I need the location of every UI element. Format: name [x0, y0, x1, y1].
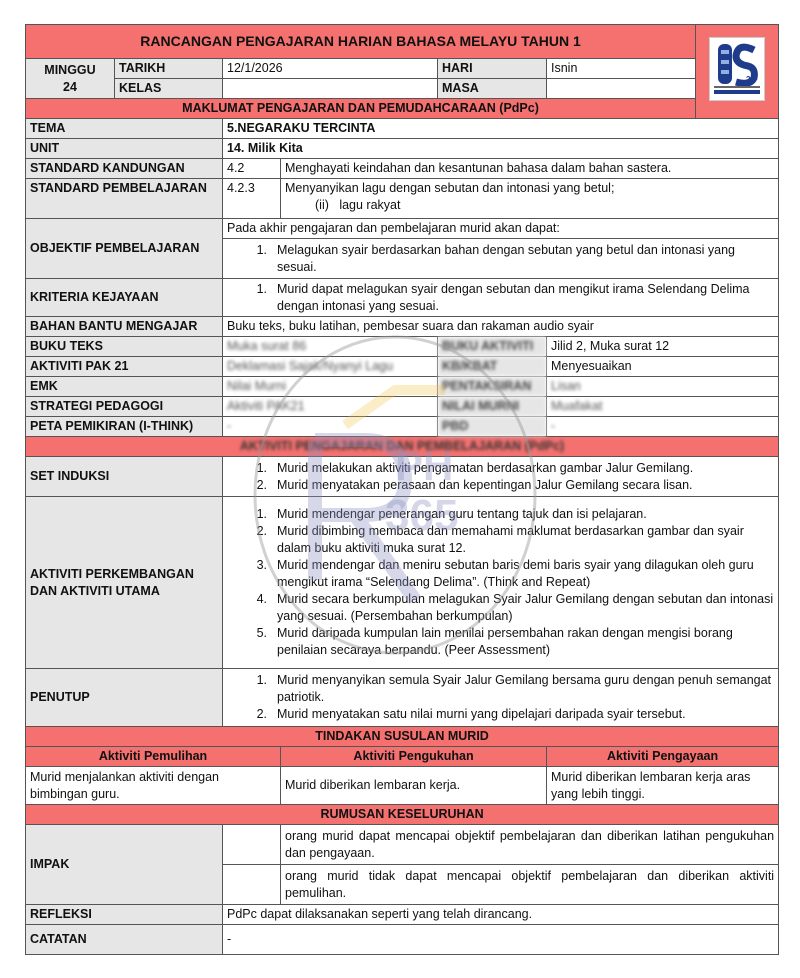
list-item-number: 1. [256, 242, 267, 257]
list-item-number: 1. [256, 673, 267, 687]
strategi-label: STRATEGI PEDAGOGI [26, 397, 223, 417]
impak-count-1[interactable] [223, 825, 281, 865]
rumusan-section-title: RUMUSAN KESELURUHAN [26, 805, 779, 825]
objektif-list-cell [223, 239, 779, 279]
objektif-list [223, 242, 774, 276]
list-item-number: 5. [256, 626, 267, 640]
peta-value: - [223, 417, 438, 437]
sk-label: STANDARD KANDUNGAN [26, 159, 223, 179]
list-item-text: Murid dibimbing membaca dan memahami maklumat berdasarkan gambar dan syair dalam buku aktiviti muka surat 12. [277, 524, 744, 555]
pengayaan-text: Murid diberikan lembaran kerja aras yang lebih tinggi. [547, 767, 779, 805]
strategi-value: Aktiviti PAK21 [223, 397, 438, 417]
list-item-number: 2. [256, 707, 267, 721]
list-item-text: Murid melakukan aktiviti pengamatan berdasarkan gambar Jalur Gemilang. [277, 460, 694, 475]
sp-cell [281, 179, 779, 219]
set-induksi-cell [223, 457, 779, 497]
sk-code: 4.2 [223, 159, 281, 179]
pemulihan-heading: Aktiviti Pemulihan [26, 747, 281, 767]
hari-value[interactable]: Isnin [547, 59, 696, 79]
list-item-text: Murid daripada kumpulan lain menilai persembahan rakan dengan mengisi borang penilaian secaraya berpandu. (Peer Assessment) [277, 626, 733, 657]
emk-label: EMK [26, 377, 223, 397]
list-item-text: Murid menyatakan perasaan dan kepentingan Jalur Gemilang secara lisan. [277, 477, 693, 492]
impak-text-1: orang murid dapat mencapai objektif pembelajaran dan diberikan latihan pengukuhan dan pengayaan. [281, 825, 779, 865]
refleksi-label: REFLEKSI [26, 905, 223, 925]
pentaksiran-value: Lisan [547, 377, 779, 397]
pemulihan-text: Murid menjalankan aktiviti dengan bimbingan guru. [26, 767, 281, 805]
penutup-label: PENUTUP [26, 669, 223, 727]
pak21-label: AKTIVITI PAK 21 [26, 357, 223, 377]
minggu-cell [26, 59, 115, 99]
refleksi-value: PdPc dapat dilaksanakan seperti yang telah dirancang. [223, 905, 779, 925]
document-title: RANCANGAN PENGAJARAN HARIAN BAHASA MELAYU TAHUN 1 [26, 25, 696, 59]
list-item [223, 625, 774, 659]
sk-text: Menghayati keindahan dan kesantunan bahasa dalam bahan sastera. [281, 159, 779, 179]
emk-value: Nilai Murni [223, 377, 438, 397]
list-item-text: Murid mendengar penerangan guru tentang tajuk dan isi pelajaran. [277, 507, 647, 521]
set-induksi-list [223, 460, 774, 494]
pentaksiran-label: PENTAKSIRAN [438, 377, 547, 397]
tindakan-section-title: TINDAKAN SUSULAN MURID [26, 727, 779, 747]
logo-number: 25 [746, 75, 755, 84]
pak21-value: Deklamasi Sajak/Nyanyi Lagu [223, 357, 438, 377]
bbm-label: BAHAN BANTU MENGAJAR [26, 317, 223, 337]
list-item-number: 2. [256, 524, 267, 538]
masa-value[interactable] [547, 79, 696, 99]
list-item [223, 672, 774, 706]
tarikh-value[interactable]: 12/1/2026 [223, 59, 438, 79]
list-item-number: 1. [256, 460, 267, 475]
perkembangan-cell [223, 497, 779, 669]
list-item-number: 1. [256, 507, 267, 521]
pbd-value: - [547, 417, 779, 437]
list-item-number: 1. [256, 281, 267, 296]
buku-teks-label: BUKU TEKS [26, 337, 223, 357]
svg-text:PH: PH [395, 442, 454, 489]
list-item-number: 3. [256, 558, 267, 572]
rph-document [25, 24, 778, 955]
maklumat-section-title: MAKLUMAT PENGAJARAN DAN PEMUDAHCARAAN (PdPc) [26, 99, 696, 119]
svg-text:365: 365 [385, 491, 459, 540]
tarikh-label: TARIKH [115, 59, 223, 79]
list-item-text: Murid dapat melagukan syair dengan sebutan dan mengikut irama Selendang Delima dengan intonasi yang sesuai. [277, 281, 750, 313]
impak-count-2[interactable] [223, 865, 281, 905]
objektif-intro: Pada akhir pengajaran dan pembelajaran murid akan dapat: [223, 219, 779, 239]
sp-sub-num: (ii) [315, 198, 329, 212]
kbkbat-label: KB/KBAT [438, 357, 547, 377]
rph-table [25, 24, 779, 955]
pbd-label: PBD [438, 417, 547, 437]
kriteria-list [223, 281, 774, 315]
objektif-label: OBJEKTIF PEMBELAJARAN [26, 219, 223, 279]
list-item [223, 706, 774, 723]
list-item [223, 477, 774, 494]
list-item-number: 4. [256, 592, 267, 606]
list-item [223, 557, 774, 591]
list-item [223, 506, 774, 523]
buku-aktiviti-value: Jilid 2, Muka surat 12 [547, 337, 779, 357]
catatan-label: CATATAN [26, 925, 223, 955]
kelas-label: KELAS [115, 79, 223, 99]
list-item [223, 523, 774, 557]
hari-label: HARI [438, 59, 547, 79]
sp-text: Menyanyikan lagu dengan sebutan dan intonasi yang betul; [285, 181, 615, 195]
kriteria-label: KRITERIA KEJAYAAN [26, 279, 223, 317]
pengukuhan-heading: Aktiviti Pengukuhan [281, 747, 547, 767]
penutup-list [223, 672, 774, 723]
buku-teks-value: Muka surat 86 [223, 337, 438, 357]
minggu-value: 24 [63, 79, 77, 94]
masa-label: MASA [438, 79, 547, 99]
sp-sub [285, 197, 774, 214]
bbm-value: Buku teks, buku latihan, pembesar suara dan rakaman audio syair [223, 317, 779, 337]
list-item-text: Melagukan syair berdasarkan bahan dengan sebutan yang betul dan intonasi yang sesuai. [277, 242, 735, 274]
minggu-label: MINGGU [44, 62, 96, 77]
unit-label: UNIT [26, 139, 223, 159]
list-item-text: Murid menyanyikan semula Syair Jalur Gemilang bersama guru dengan penuh semangat patriotik. [277, 673, 772, 704]
pengayaan-heading: Aktiviti Pengayaan [547, 747, 779, 767]
impak-text-2: orang murid tidak dapat mencapai objektif pembelajaran dan diberikan aktiviti pemulihan. [281, 865, 779, 905]
perkembangan-label: AKTIVITI PERKEMBANGAN DAN AKTIVITI UTAMA [26, 497, 223, 669]
pengukuhan-text: Murid diberikan lembaran kerja. [281, 767, 547, 805]
kbkbat-value: Menyesuaikan [547, 357, 779, 377]
tema-label: TEMA [26, 119, 223, 139]
sp-sub-text: lagu rakyat [339, 198, 401, 212]
list-item-text: Murid mendengar dan meniru sebutan baris demi baris syair yang dilagukan oleh guru mengikut irama “Selendang Delima”. (Think and Repeat) [277, 558, 754, 589]
aktiviti-section-title: AKTIVITI PENGAJARAN DAN PEMBELAJARAN (PdPc) [26, 437, 779, 457]
sp-code: 4.2.3 [223, 179, 281, 219]
list-item [223, 242, 774, 276]
buku-aktiviti-label: BUKU AKTIVITI [438, 337, 547, 357]
perkembangan-list [223, 506, 774, 659]
list-item-text: Murid menyatakan satu nilai murni yang dipelajari daripada syair tersebut. [277, 707, 686, 721]
list-item [223, 591, 774, 625]
nilai-murni-label: NILAI MURNI [438, 397, 547, 417]
penutup-cell [223, 669, 779, 727]
list-item [223, 281, 774, 315]
set-induksi-label: SET INDUKSI [26, 457, 223, 497]
unit-value: 14. Milik Kita [223, 139, 779, 159]
list-item-number: 2. [256, 477, 267, 492]
school-logo-icon [709, 37, 765, 101]
sp-label: STANDARD PEMBELAJARAN [26, 179, 223, 219]
list-item [223, 460, 774, 477]
impak-label: IMPAK [26, 825, 223, 905]
kelas-value[interactable] [223, 79, 438, 99]
peta-label: PETA PEMIKIRAN (I-THINK) [26, 417, 223, 437]
logo-cell [696, 25, 779, 119]
tema-value: 5.NEGARAKU TERCINTA [223, 119, 779, 139]
catatan-value: - [223, 925, 779, 955]
list-item-text: Murid secara berkumpulan melagukan Syair Jalur Gemilang dengan sebutan dan intonasi yang sesuai. (Persembahan berkumpulan) [277, 592, 774, 623]
kriteria-list-cell [223, 279, 779, 317]
nilai-murni-value: Muafakat [547, 397, 779, 417]
